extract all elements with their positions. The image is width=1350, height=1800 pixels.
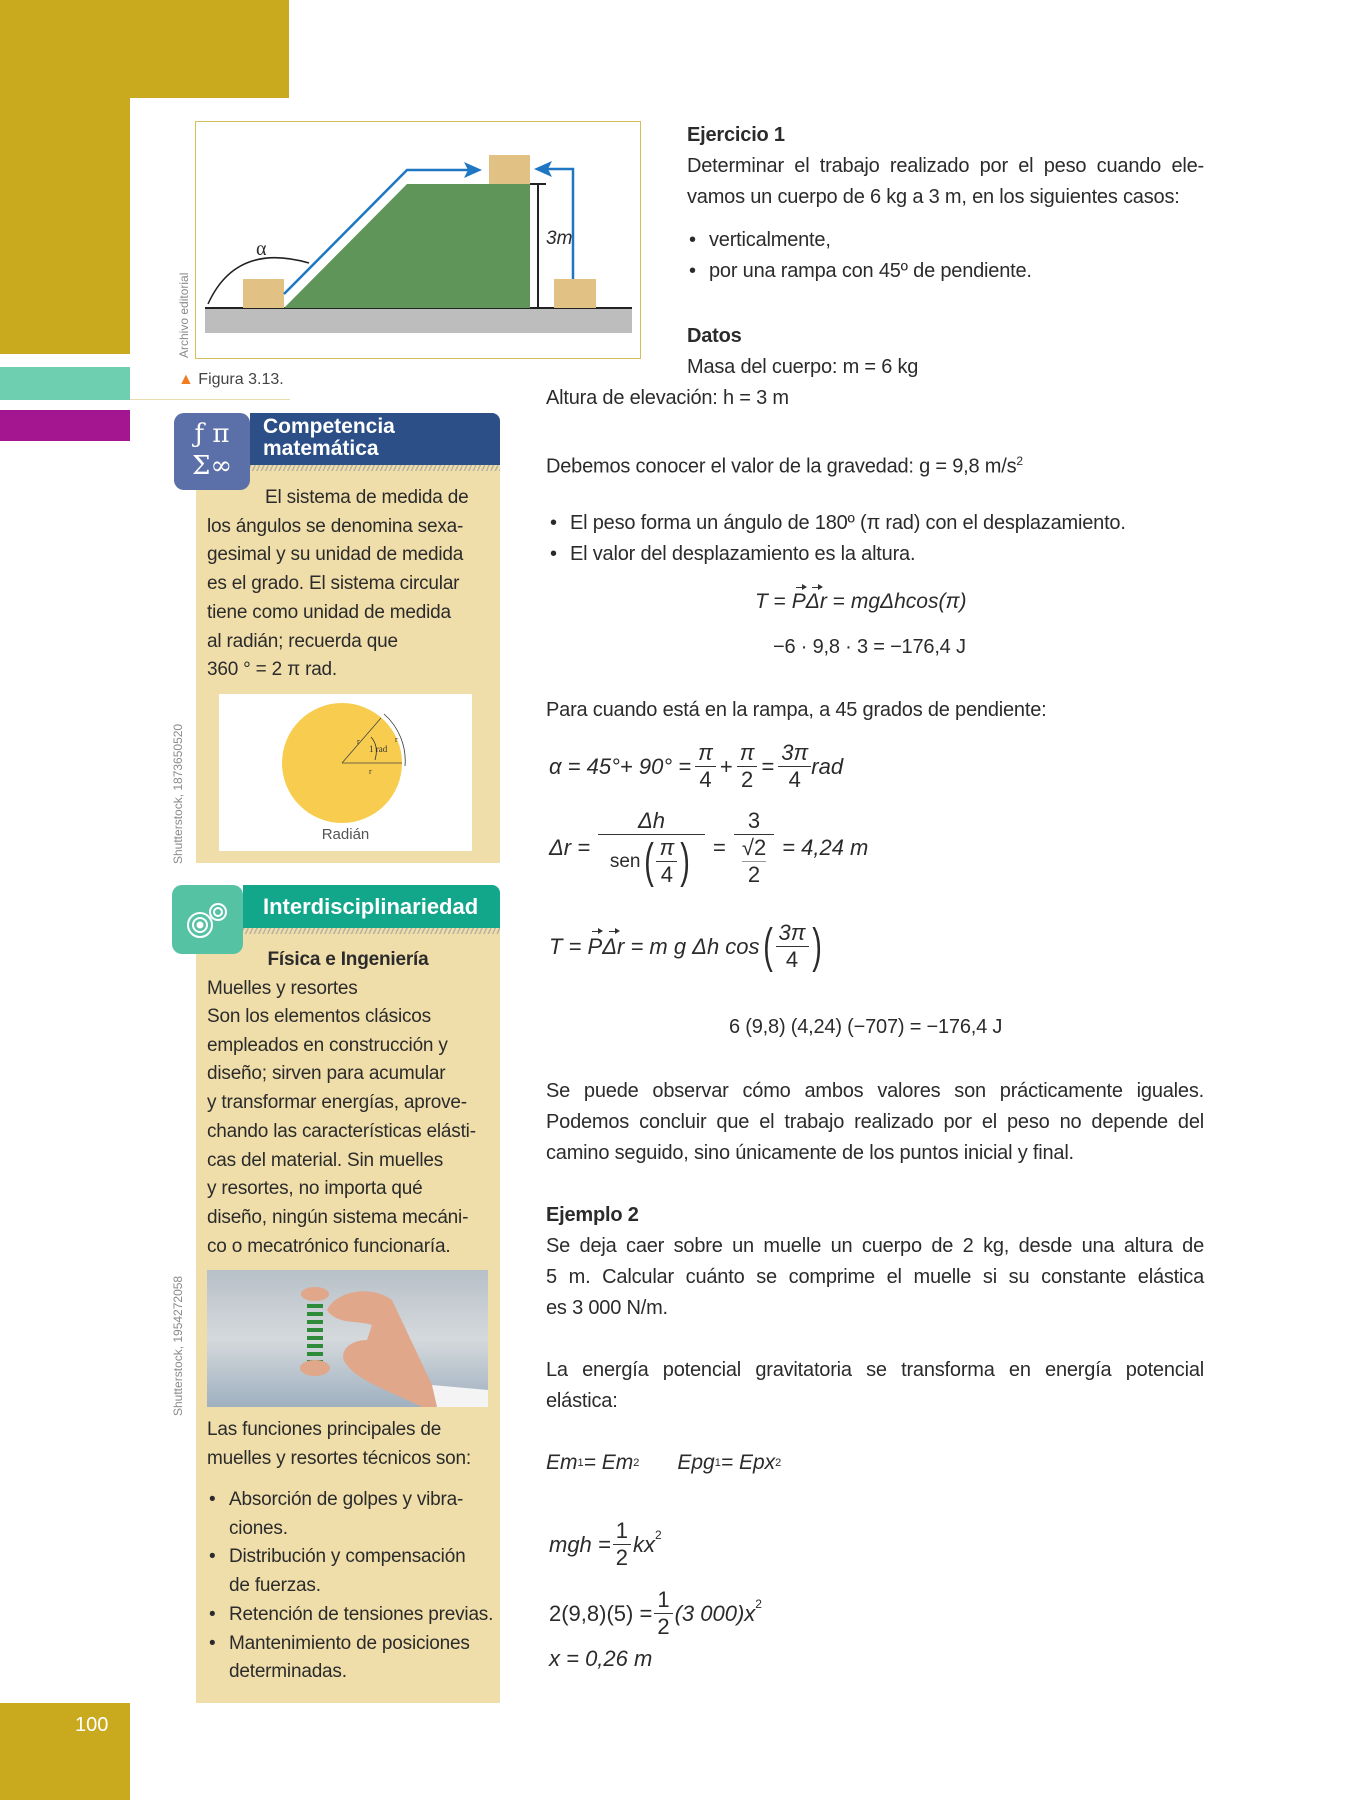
vertical-path-arrow (546, 169, 573, 279)
inter-header (243, 885, 500, 928)
inter-subtitle: Física e Ingeniería (267, 949, 429, 970)
inter-text-2 (207, 1416, 492, 1473)
bullet-line: de fuerzas. (229, 1575, 321, 1597)
teal-band (0, 367, 130, 400)
rad-label: 1 rad (369, 744, 388, 754)
text-line: empleados en construcción y (207, 1034, 448, 1056)
datos-title: Datos (687, 325, 742, 347)
triangle-icon: ▲ (178, 371, 194, 388)
text-line: 360 ° = 2 π rad. (207, 659, 338, 681)
figure-3-13 (195, 121, 641, 359)
competencia-title-2: matemática (263, 437, 379, 460)
equation-alpha: α = 45°+ 90° = $\frac{\pi}{4}$ + $\frac{\pi}{2}$ = $\frac{3\pi}{4}$ rad (549, 740, 844, 792)
bullet-item (207, 1630, 497, 1687)
box-right (554, 279, 596, 308)
box-left (243, 279, 284, 308)
radian-circle (219, 694, 472, 824)
figure-credit: Archivo editorial (177, 272, 191, 358)
math-symbols-icon: ƒ π Σ∞ (174, 413, 250, 490)
ejercicio-1 (687, 120, 1204, 287)
bullet-line: determinadas. (229, 1661, 347, 1683)
equation-result-vertical: −6 · 9,8 · 3 = −176,4 J (773, 636, 966, 658)
ramp (284, 184, 530, 308)
spring-photo-credit: Shutterstock, 1954272058 (171, 1275, 185, 1416)
header-hatch (250, 465, 500, 471)
caption-text: Figura 3.13. (198, 371, 284, 388)
datos-gravedad (546, 446, 1023, 483)
r-label-3: r (369, 767, 372, 776)
page-number-band (0, 1703, 130, 1800)
text-line: Son los elementos clásicos (207, 1006, 431, 1027)
bullet-item (207, 1601, 497, 1630)
radian-caption: Radián (321, 826, 370, 843)
text-line: los ángulos se denomina sexa- (207, 515, 464, 537)
r-label-2: r (395, 735, 398, 744)
page-number: 100 (75, 1714, 109, 1736)
text-line: elástica: (546, 1390, 618, 1412)
text-line: 5 m. Calcular cuánto se comprime el muelle si su constante elástica (546, 1266, 1204, 1288)
ground (205, 308, 632, 333)
energia-paragraph (546, 1355, 1204, 1417)
conclusion-paragraph (546, 1076, 1204, 1169)
bullet-line: • Absorción de golpes y vibra- (229, 1489, 464, 1510)
bullet-line: ciones. (229, 1517, 288, 1539)
bullet-line: • Retención de tensiones previas. (229, 1603, 494, 1625)
inter-title: Interdisciplinariedad (263, 894, 479, 919)
text-line: La energía potencial gravitatoria se transforma en energía potencial (546, 1359, 1204, 1381)
text-line: Podemos concluir que el trabajo realizado por el peso no depende del (546, 1111, 1204, 1133)
text-line: al radián; recuerda que (207, 630, 398, 652)
ejemplo-2-title: Ejemplo 2 (546, 1204, 639, 1226)
rampa-intro: Para cuando está en la rampa, a 45 grados de pendiente: (546, 699, 1047, 721)
text-line: y resortes, no importa qué (207, 1178, 423, 1200)
gravedad-exponent: 2 (1016, 454, 1023, 468)
competencia-title-1: Competencia (263, 415, 395, 438)
magenta-band (0, 410, 130, 441)
bullet-line: • Distribución y compensación (229, 1546, 466, 1568)
text-line: cas del material. Sin muelles (207, 1149, 444, 1171)
competencia-text (207, 484, 483, 685)
text-line: muelles y resortes técnicos son: (207, 1447, 471, 1469)
equation-energy-conservation: Em 1 = Em 2 Epg 1 = Epx 2 (546, 1451, 782, 1474)
ejemplo-2 (546, 1200, 1204, 1324)
bullet-item: • El valor del desplazamiento es la altura. (548, 539, 1208, 570)
radian-diagram (219, 694, 472, 851)
equation-numeric: 2(9,8)(5) = $\frac{1}{2}$ (3 000)x $^2$ (549, 1587, 762, 1639)
equation-x-result: x = 0,26 m (549, 1646, 653, 1671)
datos-masa: Masa del cuerpo: m = 6 kg (687, 356, 919, 378)
radian-credit: Shutterstock, 1873650520 (171, 723, 185, 864)
peso-bullets (548, 508, 1208, 570)
text-line: es el grado. El sistema circular (207, 573, 460, 595)
divider (130, 399, 290, 400)
header-hatch (243, 928, 500, 934)
equation-work-vertical: T = P Δr = mgΔhcos(π) (755, 590, 967, 613)
text-line: El sistema de medida de (265, 487, 469, 508)
text-line: tiene como unidad de medida (207, 601, 451, 623)
bullet-item: • verticalmente, (687, 225, 1204, 256)
height-label: 3m (546, 228, 573, 249)
inter-bullets (207, 1486, 497, 1687)
text-line: co o mecatrónico funcionaría. (207, 1235, 451, 1257)
alpha-label: α (256, 238, 267, 260)
equation-work-ramp: T = P Δr = m g Δh cos ( 3π 4 ) (549, 919, 822, 973)
bullet-item (207, 1543, 497, 1600)
inter-text (207, 1003, 492, 1261)
text-line: chando las características elásti- (207, 1120, 476, 1142)
text-line: y transformar energías, aprove- (207, 1092, 467, 1114)
bullet-item: • El peso forma un ángulo de 180º (π rad) con el desplazamiento. (548, 508, 1208, 539)
competencia-header (250, 413, 500, 465)
text-line: Determinar el trabajo realizado por el peso cuando ele- (687, 155, 1204, 177)
concentric-circles-icon (172, 885, 243, 954)
left-color-band (0, 0, 130, 354)
text-line: Se deja caer sobre un muelle un cuerpo de 2 kg, desde una altura de (546, 1235, 1204, 1257)
r-label-1: r (357, 737, 360, 746)
gravedad-text: Debemos conocer el valor de la gravedad: g = 9,8 m/s (546, 455, 1017, 478)
text-line: diseño, ningún sistema mecáni- (207, 1206, 469, 1228)
ejercicio-1-title: Ejercicio 1 (687, 124, 785, 146)
box-top (489, 155, 530, 184)
text-line: camino seguido, sino únicamente de los puntos inicial y final. (546, 1142, 1074, 1164)
equation-result-ramp: 6 (9,8) (4,24) (−707) = −176,4 J (729, 1016, 1003, 1038)
text-line: vamos un cuerpo de 6 kg a 3 m, en los siguientes casos: (687, 186, 1180, 208)
equation-mgh: mgh = $\frac{1}{2}$ kx $^2$ (549, 1518, 662, 1570)
equation-delta-r: Δr = Δh sen ( π 4 ) = 3 √2 2 = 4,24 m (549, 808, 869, 888)
bullet-item (207, 1486, 497, 1543)
bullet-line: • Mantenimiento de posiciones (229, 1632, 470, 1654)
text-line: diseño; sirven para acumular (207, 1063, 446, 1085)
text-line: gesimal y su unidad de medida (207, 544, 464, 566)
datos-altura: Altura de elevación: h = 3 m (546, 387, 789, 409)
text-line: Las funciones principales de (207, 1419, 442, 1440)
inter-heading: Muelles y resortes (207, 978, 358, 999)
text-line: Se puede observar cómo ambos valores son prácticamente iguales. (546, 1080, 1204, 1102)
figure-caption (178, 371, 284, 389)
bullet-item: • por una rampa con 45º de pendiente. (687, 256, 1204, 287)
spring-photo (207, 1270, 488, 1407)
text-line: es 3 000 N/m. (546, 1297, 668, 1319)
